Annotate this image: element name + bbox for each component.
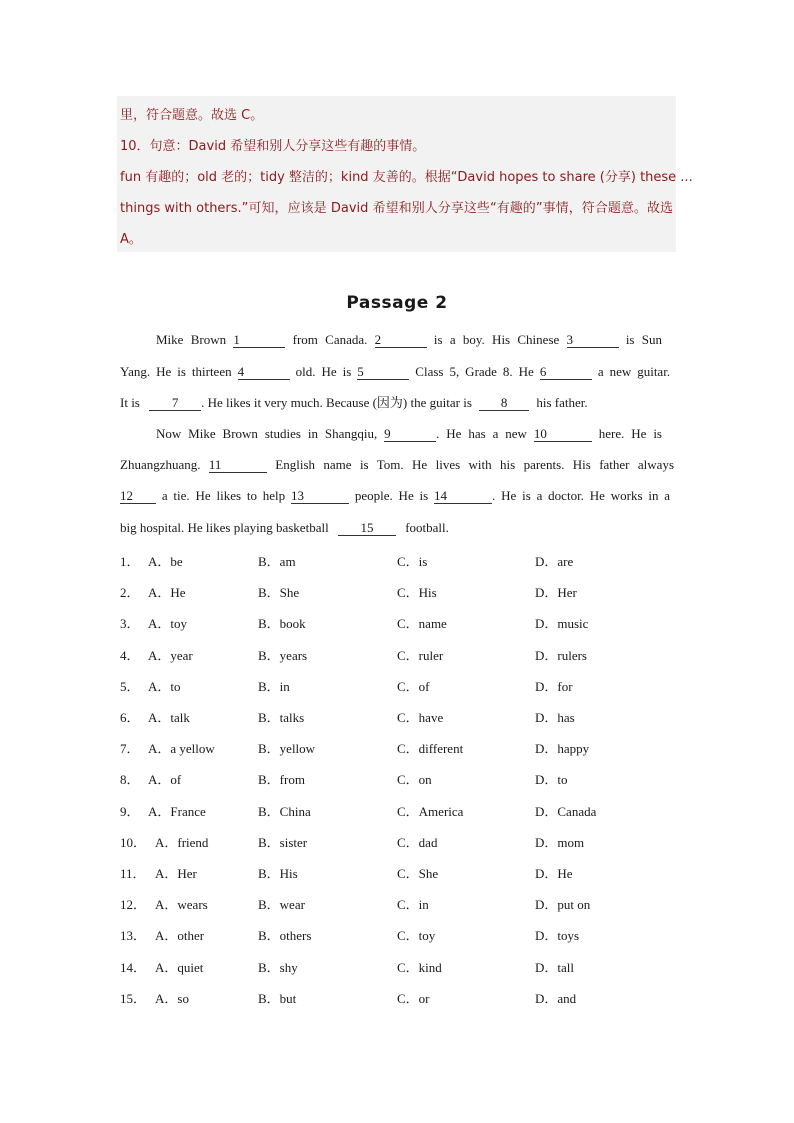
option-d: D．mom	[535, 835, 585, 850]
passage-line	[120, 520, 670, 536]
explanation-line: 里，符合题意。故选 C。	[120, 108, 264, 123]
question-number: 5．	[120, 679, 140, 694]
option-d: D．to	[535, 772, 568, 787]
option-c: C．have	[397, 710, 444, 725]
option-c: C．America	[397, 804, 464, 819]
option-c: C．toy	[397, 928, 436, 943]
explanation-line: A。	[120, 232, 142, 247]
option-c: C．of	[397, 679, 430, 694]
question-number: 8．	[120, 772, 140, 787]
passage-text: . He is a doctor. He works in a	[492, 488, 671, 503]
question-number: 10．	[120, 835, 147, 850]
passage-text: Mike Brown	[156, 332, 227, 347]
option-b: B．book	[258, 616, 306, 631]
option-b: B．sister	[258, 835, 308, 850]
option-a: A．to	[148, 679, 181, 694]
option-b: B．wear	[258, 897, 305, 912]
question-number: 14．	[120, 960, 147, 975]
question-number: 3．	[120, 616, 140, 631]
option-a: A．talk	[148, 710, 190, 725]
blank-7: 7	[149, 396, 201, 411]
option-d: D．and	[535, 991, 577, 1006]
explanation-line: 10．句意：David 希望和别人分享这些有趣的事情。	[120, 139, 426, 154]
option-d: D．are	[535, 554, 574, 569]
blank-3: 3	[567, 333, 619, 348]
passage-line	[156, 426, 662, 442]
option-a: A．year	[148, 648, 193, 663]
option-d: D．happy	[535, 741, 590, 756]
option-b: B．yellow	[258, 741, 316, 756]
passage-line	[120, 488, 670, 504]
passage-text: is a boy. His Chinese	[433, 332, 560, 347]
passage-line	[120, 457, 674, 473]
option-b: B．am	[258, 554, 296, 569]
question-number: 12．	[120, 897, 147, 912]
option-b: B．years	[258, 648, 308, 663]
passage-text: a tie. He likes to help	[161, 488, 286, 503]
option-a: A．Her	[155, 866, 197, 881]
option-a: A．so	[155, 991, 189, 1006]
passage-text: Zhuangzhuang.	[120, 457, 201, 472]
passage-text: is Sun	[625, 332, 662, 347]
option-d: D．toys	[535, 928, 580, 943]
option-a: A．France	[148, 804, 206, 819]
option-a: A．a yellow	[148, 741, 215, 756]
option-c: C．on	[397, 772, 432, 787]
blank-13: 13	[291, 489, 349, 504]
blank-5: 5	[357, 365, 409, 380]
blank-4: 4	[238, 365, 290, 380]
passage-text: . He has a new	[436, 426, 527, 441]
explanation-line: fun 有趣的；old 老的；tidy 整洁的；kind 友善的。根据“David hopes to share (分享) these ...	[120, 170, 693, 185]
passage-text: Yang. He is thirteen	[120, 364, 232, 379]
option-a: A．friend	[155, 835, 209, 850]
passage-text: from Canada.	[292, 332, 368, 347]
blank-2: 2	[375, 333, 427, 348]
option-a: A．other	[155, 928, 205, 943]
blank-10: 10	[534, 427, 592, 442]
passage-text: Now Mike Brown studies in Shangqiu,	[156, 426, 378, 441]
blank-1: 1	[233, 333, 285, 348]
option-a: A．He	[148, 585, 186, 600]
passage-text: It is	[120, 395, 140, 410]
option-b: B．talks	[258, 710, 305, 725]
option-c: C．dad	[397, 835, 438, 850]
option-d: D．Her	[535, 585, 577, 600]
option-c: C．name	[397, 616, 447, 631]
option-c: C．or	[397, 991, 430, 1006]
option-a: A．quiet	[155, 960, 204, 975]
option-c: C．is	[397, 554, 428, 569]
option-c: C．She	[397, 866, 439, 881]
option-c: C．His	[397, 585, 437, 600]
passage-line	[156, 332, 662, 348]
option-b: B．from	[258, 772, 305, 787]
passage-text: . He likes it very much. Because (因为) the guitar is	[201, 395, 472, 410]
option-b: B．His	[258, 866, 298, 881]
question-number: 7．	[120, 741, 140, 756]
passage-line	[120, 364, 670, 380]
question-number: 13．	[120, 928, 147, 943]
passage-title: Passage 2	[346, 293, 448, 313]
option-b: B．China	[258, 804, 311, 819]
option-d: D．Canada	[535, 804, 597, 819]
question-number: 4．	[120, 648, 140, 663]
option-a: A．toy	[148, 616, 188, 631]
blank-9: 9	[384, 427, 436, 442]
option-b: B．shy	[258, 960, 298, 975]
option-d: D．has	[535, 710, 575, 725]
explanation-line: things with others.”可知，应该是 David 希望和别人分享这些“有趣的”事情，符合题意。故选	[120, 201, 673, 216]
passage-text: here. He is	[598, 426, 662, 441]
option-a: A．wears	[155, 897, 208, 912]
option-d: D．music	[535, 616, 589, 631]
blank-11: 11	[209, 458, 267, 473]
question-number: 9．	[120, 804, 140, 819]
option-c: C．in	[397, 897, 429, 912]
option-d: D．for	[535, 679, 573, 694]
option-d: D．put on	[535, 897, 591, 912]
passage-text: Class 5, Grade 8. He	[415, 364, 534, 379]
option-c: C．kind	[397, 960, 442, 975]
explanation-box	[117, 96, 693, 252]
option-b: B．others	[258, 928, 312, 943]
question-number: 1．	[120, 554, 140, 569]
question-number: 15．	[120, 991, 147, 1006]
blank-12: 12	[120, 489, 156, 504]
option-d: D．rulers	[535, 648, 587, 663]
question-number: 6．	[120, 710, 140, 725]
option-c: C．different	[397, 741, 464, 756]
passage-text: people. He is	[354, 488, 429, 503]
option-a: A．be	[148, 554, 183, 569]
passage-text: football.	[405, 520, 449, 535]
blank-8: 8	[479, 396, 529, 411]
passage-line	[120, 395, 670, 411]
blank-14: 14	[434, 489, 492, 504]
option-a: A．of	[148, 772, 182, 787]
passage-text: big hospital. He likes playing basketball	[120, 520, 329, 535]
passage-text: his father.	[536, 395, 588, 410]
option-d: D．He	[535, 866, 573, 881]
option-b: B．but	[258, 991, 297, 1006]
option-d: D．tall	[535, 960, 574, 975]
passage-text: old. He is	[295, 364, 352, 379]
blank-15: 15	[338, 521, 396, 536]
question-number: 11．	[120, 866, 146, 881]
passage-text: a new guitar.	[597, 364, 671, 379]
blank-6: 6	[540, 365, 592, 380]
option-c: C．ruler	[397, 648, 444, 663]
question-number: 2．	[120, 585, 140, 600]
option-b: B．She	[258, 585, 300, 600]
passage-text: English name is Tom. He lives with his parents. His father always	[275, 457, 674, 472]
option-b: B．in	[258, 679, 290, 694]
